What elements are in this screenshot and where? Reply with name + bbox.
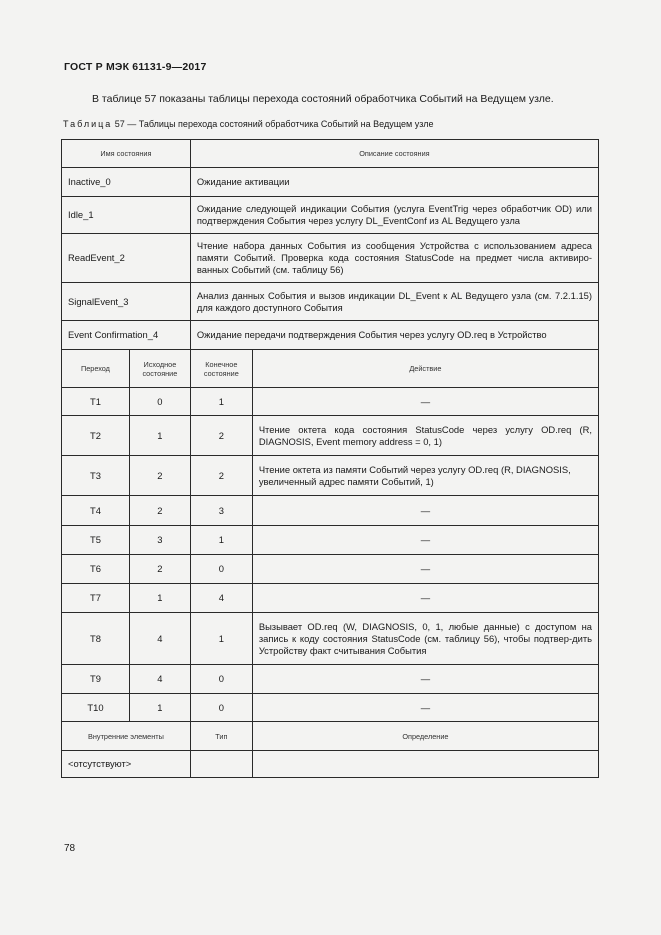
transition-row: [62, 665, 599, 694]
transition-target: 2: [190, 416, 252, 456]
transitions-header-row: [62, 350, 599, 388]
transition-action: —: [252, 665, 598, 694]
transition-source: 2: [129, 456, 190, 496]
state-row: [62, 168, 599, 197]
col-header-internal-elements: Внутренние элементы: [62, 722, 191, 751]
internal-type: [190, 751, 252, 778]
internal-element: <отсутствуют>: [62, 751, 191, 778]
intro-paragraph: В таблице 57 показаны таблицы перехода состояний обработчика Событий на Ведущем узле.: [92, 93, 554, 105]
transition-target: 4: [190, 584, 252, 613]
transition-id: T2: [62, 416, 130, 456]
transition-action: —: [252, 496, 598, 526]
transition-source: 2: [129, 496, 190, 526]
state-description: Чтение набора данных События из сообщения Устройства с использованием адреса памяти Событий. Проверка кода состояния StatusCode на предмет числа активиро-ванных Событий (см. таблицу 56): [190, 234, 598, 283]
state-name: ReadEvent_2: [62, 234, 191, 283]
transition-row: [62, 388, 599, 416]
document-header: ГОСТ Р МЭК 61131-9—2017: [64, 61, 207, 73]
transition-id: T9: [62, 665, 130, 694]
transition-source: 1: [129, 694, 190, 722]
transition-id: T6: [62, 555, 130, 584]
internal-header-row: [62, 722, 599, 751]
state-name: Idle_1: [62, 197, 191, 234]
transition-action: —: [252, 555, 598, 584]
caption-text: 57 — Таблицы перехода состояний обработчика Событий на Ведущем узле: [112, 119, 434, 129]
transition-source: 1: [129, 584, 190, 613]
transition-action: Чтение октета из памяти Событий через услугу OD.req (R, DIAGNOSIS, увеличенный адрес памяти Событий, 1): [252, 456, 598, 496]
col-header-action: Действие: [252, 350, 598, 388]
transition-source: 4: [129, 613, 190, 665]
transition-id: T10: [62, 694, 130, 722]
state-name: Inactive_0: [62, 168, 191, 197]
transition-target: 3: [190, 496, 252, 526]
internal-definition: [252, 751, 598, 778]
transition-target: 0: [190, 694, 252, 722]
transition-action: Вызывает OD.req (W, DIAGNOSIS, 0, 1, любые данные) с доступом на запись к коду состояния StatusCode (см. таблицу 56), чтобы подтвер-дить Устройству факт считывания События: [252, 613, 598, 665]
transition-row: [62, 456, 599, 496]
transition-row: [62, 694, 599, 722]
transition-row: [62, 555, 599, 584]
transition-id: T5: [62, 526, 130, 555]
state-description: Ожидание передачи подтверждения События через услугу OD.req в Устройство: [190, 321, 598, 350]
transition-row: [62, 526, 599, 555]
caption-label: Таблица: [63, 119, 113, 129]
col-header-transition: Переход: [62, 350, 130, 388]
transition-action: —: [252, 694, 598, 722]
transition-source: 4: [129, 665, 190, 694]
state-row: [62, 197, 599, 234]
transition-id: T8: [62, 613, 130, 665]
page-number: 78: [64, 843, 76, 854]
col-header-type: Тип: [190, 722, 252, 751]
state-description: Анализ данных События и вызов индикации DL_Event к AL Ведущего узла (см. 7.2.1.15) для каждого доступного События: [190, 283, 598, 321]
col-header-state-description: Описание состояния: [190, 140, 598, 168]
transition-row: [62, 584, 599, 613]
transition-action: —: [252, 584, 598, 613]
state-transition-table: [61, 139, 599, 778]
state-row: [62, 321, 599, 350]
table-caption: [63, 119, 433, 129]
state-name: Event Confirmation_4: [62, 321, 191, 350]
transition-id: T1: [62, 388, 130, 416]
state-description: Ожидание следующей индикации События (услуга EventTrig через обработчик OD) или подтверждения События через услугу DL_EventConf из AL Ведущего узла: [190, 197, 598, 234]
transition-target: 1: [190, 613, 252, 665]
state-name: SignalEvent_3: [62, 283, 191, 321]
internal-row: [62, 751, 599, 778]
transition-action: —: [252, 526, 598, 555]
state-row: [62, 234, 599, 283]
states-header-row: [62, 140, 599, 168]
transition-target: 0: [190, 665, 252, 694]
transition-id: T4: [62, 496, 130, 526]
transition-row: [62, 416, 599, 456]
transition-source: 1: [129, 416, 190, 456]
transition-target: 2: [190, 456, 252, 496]
transition-source: 2: [129, 555, 190, 584]
state-description: Ожидание активации: [190, 168, 598, 197]
transition-id: T3: [62, 456, 130, 496]
transition-target: 1: [190, 526, 252, 555]
col-header-definition: Определение: [252, 722, 598, 751]
transition-row: [62, 613, 599, 665]
transition-target: 1: [190, 388, 252, 416]
transition-row: [62, 496, 599, 526]
col-header-source-state: Исходное состояние: [129, 350, 190, 388]
transition-source: 3: [129, 526, 190, 555]
state-row: [62, 283, 599, 321]
transition-source: 0: [129, 388, 190, 416]
transition-id: T7: [62, 584, 130, 613]
transition-target: 0: [190, 555, 252, 584]
transition-action: —: [252, 388, 598, 416]
col-header-state-name: Имя состояния: [62, 140, 191, 168]
col-header-target-state: Конечное состояние: [190, 350, 252, 388]
transition-action: Чтение октета кода состояния StatusCode через услугу OD.req (R, DIAGNOSIS, Event memory address = 0, 1): [252, 416, 598, 456]
